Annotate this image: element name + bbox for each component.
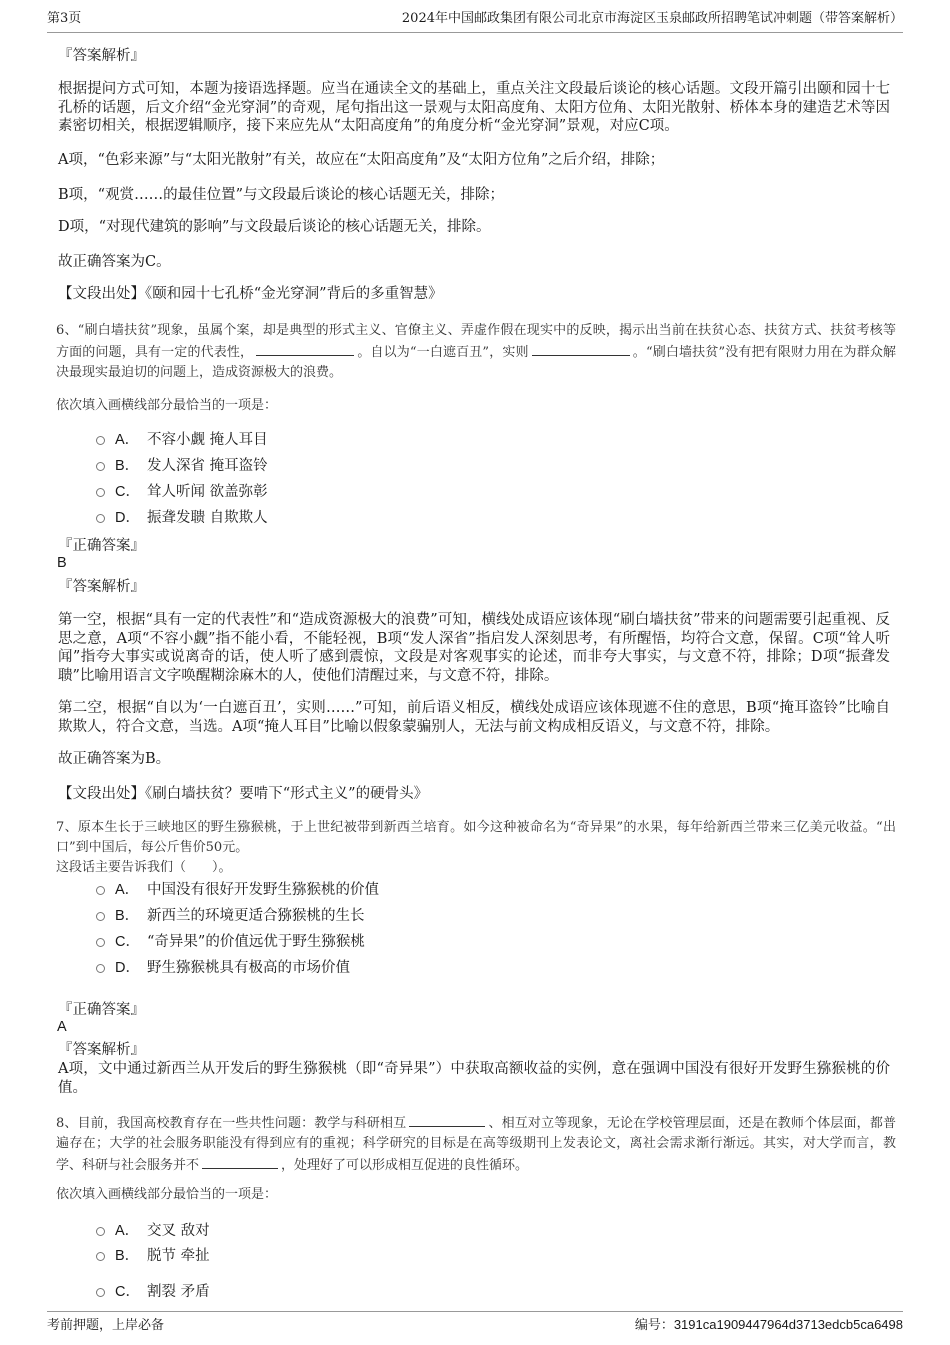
page-header xyxy=(47,10,903,33)
q7-stem: 7、原本生长于三峡地区的野生猕猴桃，于上世纪被带到新西兰培育。如今这种被命名为“奇异果”的水果，每年给新西兰带来三亿美元收益。“出口”到中国后，每公斤售价50元。 xyxy=(56,820,896,855)
radio-button[interactable] xyxy=(96,1252,105,1261)
footer-slogan: 考前押题，上岸必备 xyxy=(47,1318,165,1333)
blank-1 xyxy=(409,1112,485,1127)
radio-button[interactable] xyxy=(96,938,105,947)
q8-option-a[interactable]: A． 交叉 敌对 xyxy=(96,1221,210,1241)
radio-button[interactable] xyxy=(96,1227,105,1236)
radio-button[interactable] xyxy=(96,912,105,921)
q6-option-d[interactable]: D． 振聋发聩 自欺欺人 xyxy=(96,508,268,528)
radio-button[interactable] xyxy=(96,462,105,471)
blank-1 xyxy=(256,341,354,356)
q7-option-b[interactable]: B． 新西兰的环境更适合猕猴桃的生长 xyxy=(96,906,365,926)
q6-prompt: 依次填入画横线部分最恰当的一项是： xyxy=(56,398,278,413)
q8-option-b[interactable]: B． 脱节 牵扯 xyxy=(96,1246,210,1266)
q7-option-c[interactable]: C． “奇异果”的价值远优于野生猕猴桃 xyxy=(96,932,365,952)
q5-analysis-p3: B项，“观赏……的最佳位置”与文段最后谈论的核心话题无关，排除； xyxy=(58,187,504,203)
q7-correct-label: 『正确答案』 xyxy=(58,1002,145,1018)
q6-analysis-p2: 第二空，根据“自以为‘一白遮百丑’，实则……”可知，前后语义相反，横线处成语应该体现遮不住的意思，B项“掩耳盗铃”比喻自欺欺人，符合文意，当选。A项“掩人耳目”比喻以假象蒙骗别人，无法与前文构成相反语义，与文意不符，排除。 xyxy=(58,700,890,735)
blank-2 xyxy=(202,1154,278,1169)
page-footer xyxy=(47,1311,903,1333)
document-title: 2024年中国邮政集团有限公司北京市海淀区玉泉邮政所招聘笔试冲刺题（带答案解析） xyxy=(401,11,903,26)
q7-option-d[interactable]: D． 野生猕猴桃具有极高的市场价值 xyxy=(96,958,350,978)
radio-button[interactable] xyxy=(96,488,105,497)
q5-analysis-p2: A项，“色彩来源”与“太阳光散射”有关，故应在“太阳高度角”及“太阳方位角”之后介绍，排除； xyxy=(58,152,665,168)
q5-analysis-p1: 根据提问方式可知，本题为接语选择题。应当在通读全文的基础上，重点关注文段最后谈论的核心话题。文段开篇引出颐和园十七孔桥的话题，后文介绍“金光穿洞”的奇观，尾句指出这一景观与太阳高度角、太阳方位角、太阳光散射、桥体本身的建造艺术等因素密切相关，根据逻辑顺序，接下来应先从“太阳高度角”的角度分析“金光穿洞”景观，对应C项。 xyxy=(58,81,890,134)
q6-correct-label: 『正确答案』 xyxy=(58,538,145,554)
radio-button[interactable] xyxy=(96,514,105,523)
q5-source: 【文段出处】《颐和园十七孔桥“金光穿洞”背后的多重智慧》 xyxy=(58,286,443,302)
q7-answer: A xyxy=(57,1019,67,1035)
q5-analysis-p4: D项，“对现代建筑的影响”与文段最后谈论的核心话题无关，排除。 xyxy=(58,219,491,235)
q7-option-a[interactable]: A． 中国没有很好开发野生猕猴桃的价值 xyxy=(96,880,379,900)
q7-analysis-p1: A项，文中通过新西兰从开发后的野生猕猴桃（即“奇异果”）中获取高额收益的实例，意在强调中国没有很好开发野生猕猴桃的价值。 xyxy=(58,1061,890,1096)
q6-analysis-label: 『答案解析』 xyxy=(58,579,145,595)
q6-source: 【文段出处】《刷白墙扶贫？要啃下“形式主义”的硬骨头》 xyxy=(58,786,429,802)
q6-option-a[interactable]: A． 不容小觑 掩人耳目 xyxy=(96,430,268,450)
radio-button[interactable] xyxy=(96,886,105,895)
radio-button[interactable] xyxy=(96,1288,105,1297)
q8-stem: 8、目前，我国高校教育存在一些共性问题：教学与科研相互 、相互对立等现象，无论在学校管理层面，还是在教师个体层面，都普遍存在；大学的社会服务职能没有得到应有的重视；科学研究的目标是在高等级期刊上发表论文，离社会需求渐行渐远。其实，对大学而言，教学、科研与社会服务并不 ，处理好了可以形成相互促进的良性循环。 xyxy=(56,1112,896,1176)
q6-option-c[interactable]: C． 耸人听闻 欲盖弥彰 xyxy=(96,482,268,502)
q5-analysis-label: 『答案解析』 xyxy=(58,48,145,64)
radio-button[interactable] xyxy=(96,964,105,973)
page-number: 第3页 xyxy=(47,11,82,26)
q7-prompt: 这段话主要告诉我们（ ）。 xyxy=(56,860,232,875)
q6-analysis-p1: 第一空，根据“具有一定的代表性”和“造成资源极大的浪费”可知，横线处成语应该体现“刷白墙扶贫”带来的问题需要引起重视、反思之意，A项“不容小觑”指不能小看，不能轻视，B项“发人深省”指启发人深刻思考，有所醒悟，均符合文意，保留。C项“耸人听闻”指夸大事实或说离奇的话，使人听了感到震惊，文段是对客观事实的论述，而非夸大事实，与文意不符，排除；D项“振聋发聩”比喻用语言文字唤醒糊涂麻木的人，使他们清醒过来，与文意不符，排除。 xyxy=(58,612,890,684)
q5-conclusion: 故正确答案为C。 xyxy=(58,254,171,270)
q6-conclusion: 故正确答案为B。 xyxy=(58,751,171,767)
q8-option-c[interactable]: C． 割裂 矛盾 xyxy=(96,1282,210,1302)
q6-answer: B xyxy=(57,555,67,571)
q7-analysis-label: 『答案解析』 xyxy=(58,1042,145,1058)
radio-button[interactable] xyxy=(96,436,105,445)
blank-2 xyxy=(532,341,630,356)
document-code: 编号：3191ca1909447964d3713edcb5ca6498 xyxy=(634,1317,903,1333)
q8-prompt: 依次填入画横线部分最恰当的一项是： xyxy=(56,1187,278,1202)
q6-stem: 6、“刷白墙扶贫”现象，虽属个案，却是典型的形式主义、官僚主义、弄虚作假在现实中的反映，揭示出当前在扶贫心态、扶贫方式、扶贫考核等方面的问题，具有一定的代表性， 。自以为“一白遮百丑”，实则 。“刷白墙扶贫”没有把有限财力用在为群众解决最现实最迫切的问题上，造成资源极大的浪费。 xyxy=(56,323,896,380)
q6-option-b[interactable]: B． 发人深省 掩耳盗铃 xyxy=(96,456,268,476)
